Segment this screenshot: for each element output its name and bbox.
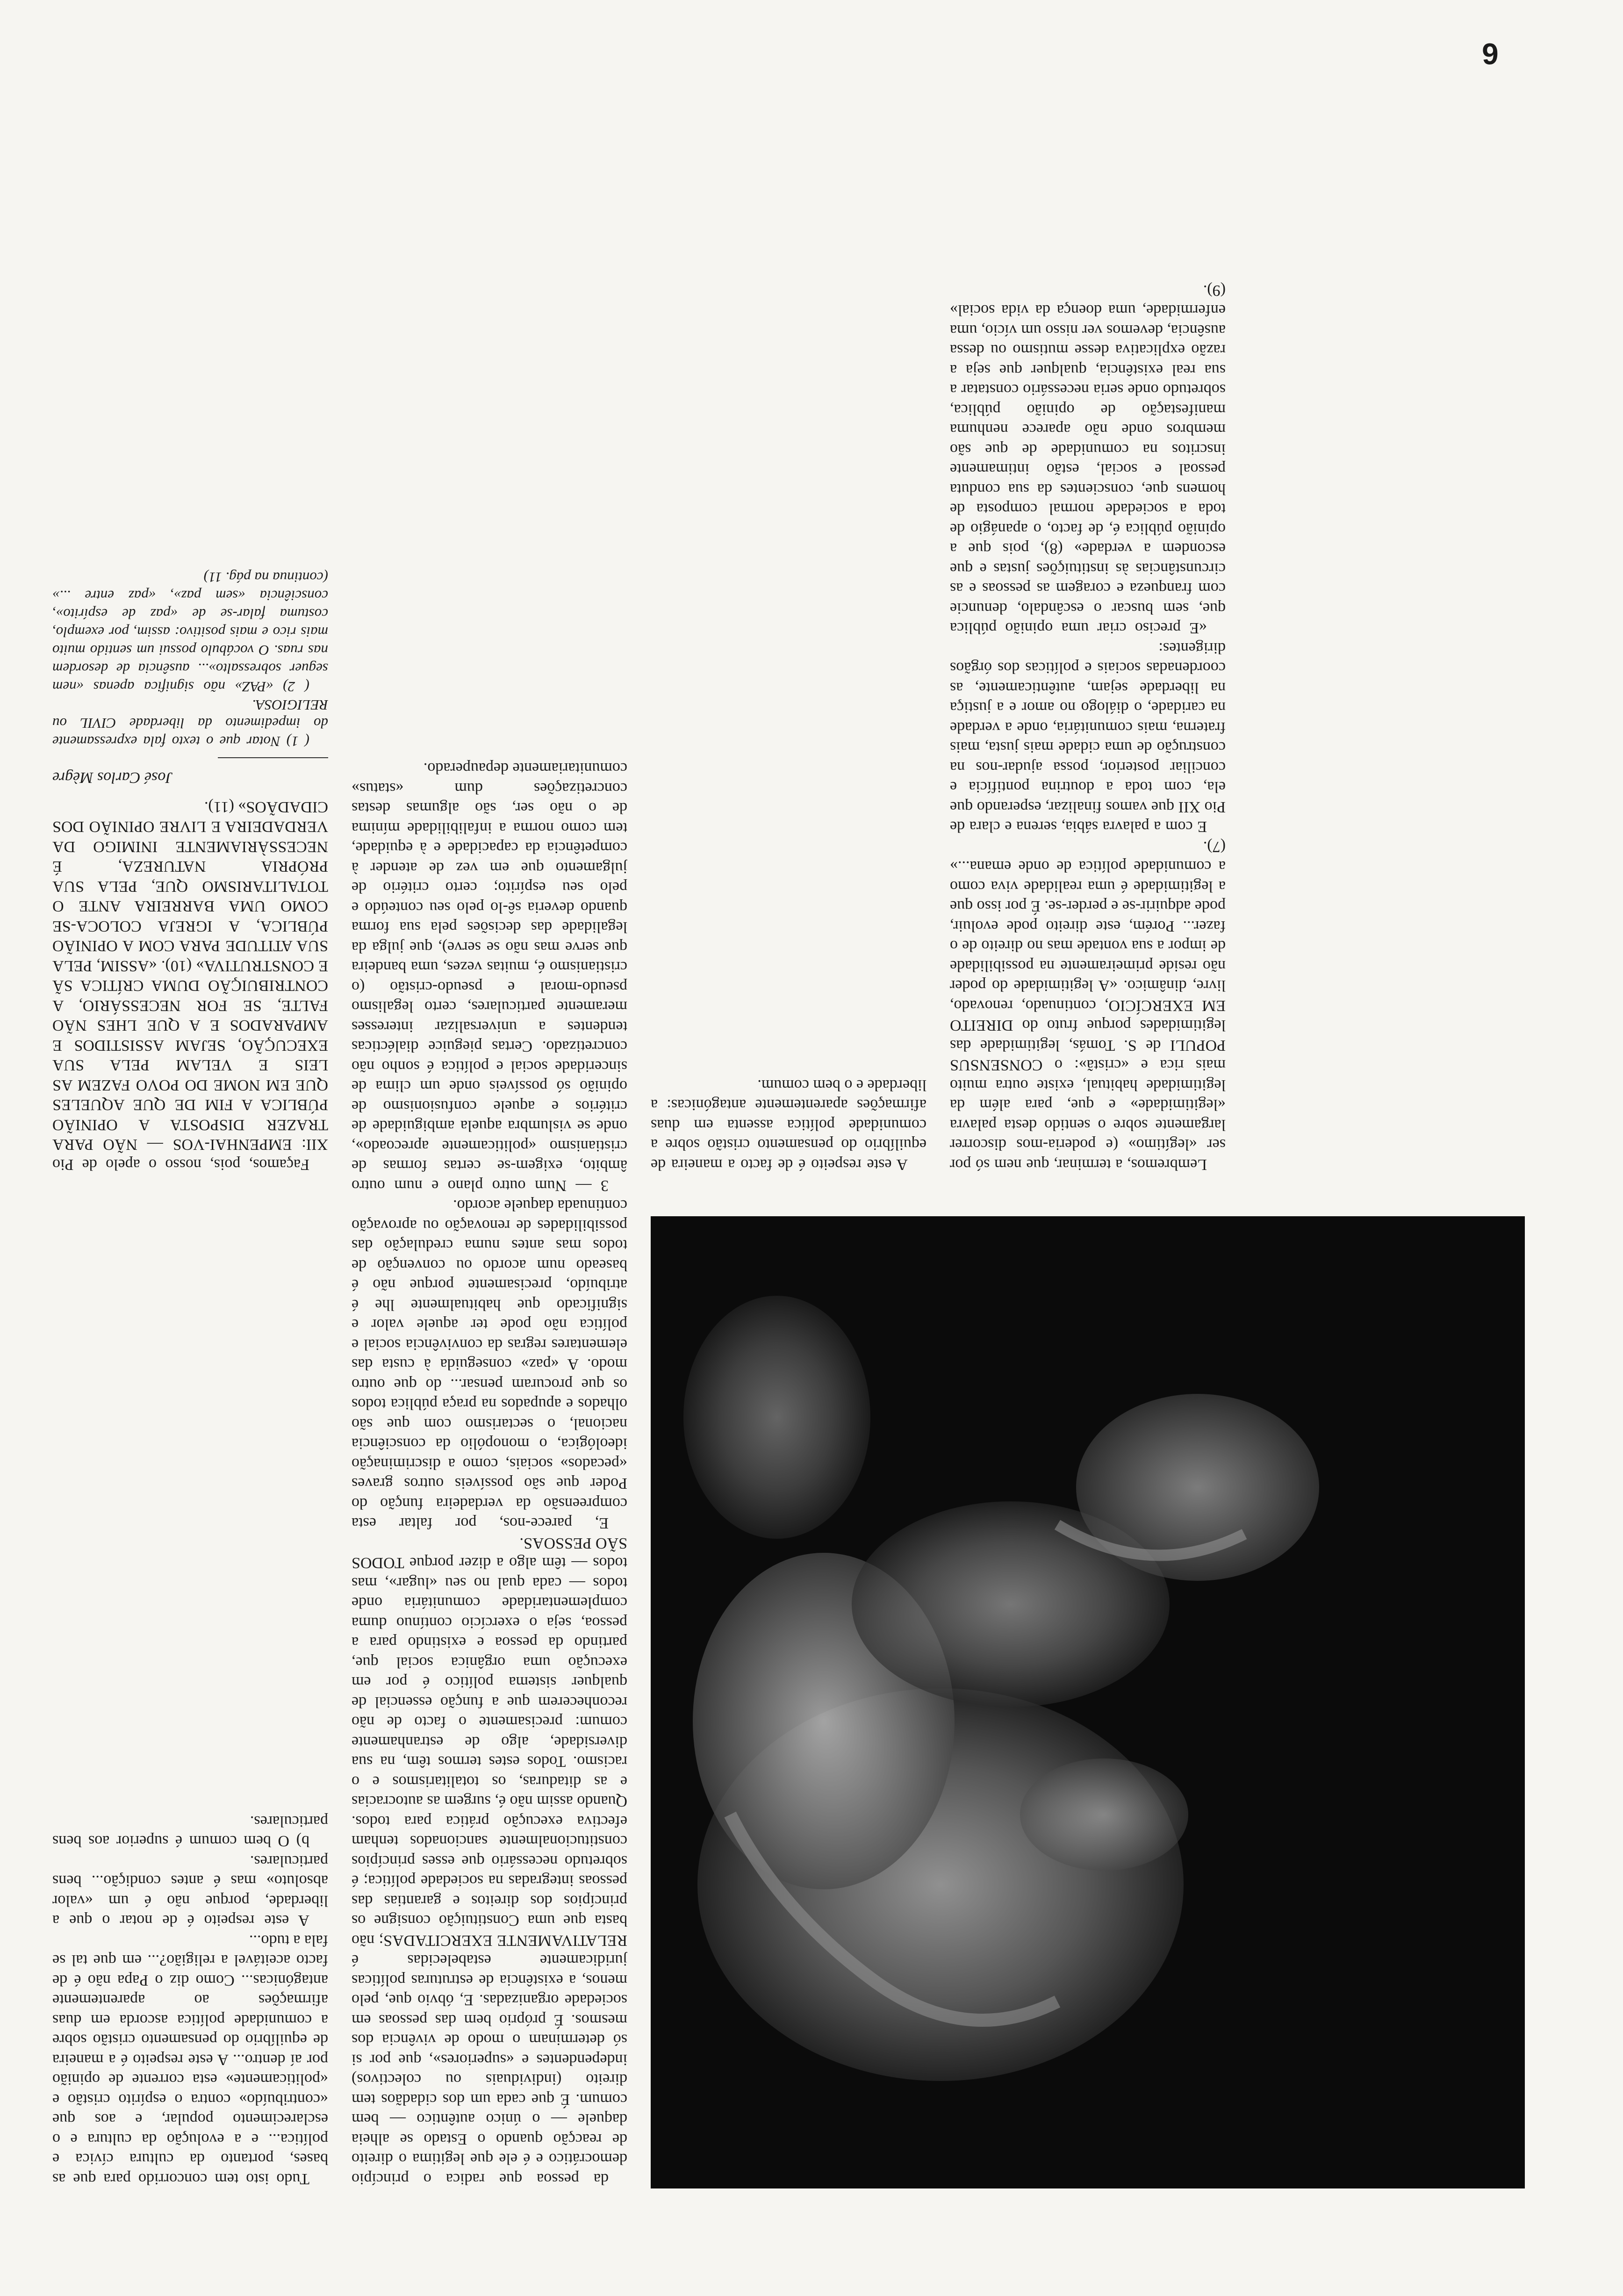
- hands-photo-icon: [651, 1216, 1525, 2188]
- column-5-lower: [52, 99, 328, 1174]
- column-2-lower: [950, 99, 1226, 1174]
- column-5: [52, 1216, 328, 2188]
- paragraph: A este respeito é de facto a maneira de equilíbrio do pensamento cristão sobre a comunidade política assenta em duas afirmações aparentemente antagónicas: a liberdade e o bem comum.: [651, 1076, 926, 1173]
- footnote-rule: [218, 757, 328, 758]
- photo-hands: [651, 1216, 1525, 2188]
- paragraph: Façamos, pois, nosso o apelo de Pio XII: EMPENHAI-VOS — NÃO PARA TRAZER DISPOSTA A OPINIÃO PÚBLICA A FIM DE QUE AQUELES QUE EM NOME DO POVO FAZEM AS LEIS E VELAM PELA SUA EXECUÇÃO, SEJAM ASSISTIDOS E AMPARADOS E A QUE LHES NÃO FALTE, SE FOR NECESSÁRIO, A CONTRIBUIÇÃO DUMA CRÍTICA SÃ E CONSTRUTIVA» (10). «ASSIM, PELA SUA ATITUDE PARA COM A OPINIÃO PÚBLICA, A IGREJA COLOCA-SE COMO UMA BARREIRA ANTE O TOTALITARISMO QUE, PELA SUA PRÓPRIA NATUREZA, É NECESSÀRIAMENTE INIMIGO DA VERDADEIRA E LIVRE OPINIÃO DOS CIDADÃOS» (11).: [52, 798, 328, 1173]
- page-number: 6: [1482, 37, 1499, 71]
- paragraph: E com a palavra sábia, serena e clara de Pio XII que vamos finalizar, esperando que ela, com toda a doutrina pontifícia e conciliar posterior, possa ajudar-nos na construção de uma cidade mais justa, mais fraterna, mais comunitária, onde a verdade na caridade, o diálogo no amor e a justiça na liberdade sejam, autênticamente, as coordenadas sociais e políticas dos órgãos dirigentes:: [950, 639, 1226, 836]
- paragraph: Lembremos, a terminar, que nem só por ser «legítimo» (e poderia-mos discorrer largamente sobre o sentido desta palavra «legitimidade» e que, para além da legitimidade habitual, existe outra muito mais rica e «cristã»: o CONSENSUS POPULI de S. Tomás, legitimidade das legitimidades porque fruto do DIREITO EM EXERCÍCIO, continuado, renovado, livre, dinâmico. «A legitimidade do poder não reside primeiramente na possibilidade de impor a sua vontade mas no direito de o fazer... Porém, este direito pode evoluir, pode adquirir-se e perder-se. É por isso que a legitimidade é uma realidade viva como a comunidade política de onde emana...» (7).: [950, 838, 1226, 1173]
- paragraph: A este respeito é de notar o que a liberdade, porque não é um «valor absoluto» mas é antes condição... bens particulares.: [52, 1852, 328, 1930]
- paragraph: «E preciso criar uma opinião pública que, sem buscar o escândalo, denuncie com franqueza e coragem as pessoas e as circunstâncias às instituições justas e que escondem a verdade» (8), pois que a opinião pública é, de facto, o apanágio de toda a sociedade normal composta de homens que, conscientes da sua conduta pessoal e social, estão intimamente inscritos na comunidade de que são membros onde não aparece nenhuma manifestação de opinião pública, sobretudo onde seria necessário constatar a sua real existência, qualquer que seja a razão explicativa desse mutismo ou dessa ausência, devemos ver nisso um vício, uma enfermidade, uma doença da vida social» (9).: [950, 282, 1226, 637]
- paragraph: b) O bem comum é superior aos bens particulares.: [52, 1813, 328, 1850]
- footnote: ( 1) Notar que o texto fala expressamente do impedimento da liberdade CIVIL ou RELIGIOSA.: [52, 697, 328, 750]
- column-4: [352, 94, 627, 2188]
- paragraph: 3 — Num outro plano e num outro âmbito, exigem-se certas formas de cristianismo «politicamente aprecoado», onde se vislumbra aquela ambiguidade de critérios e aquele confusionismo de opinião só possíveis onde um clima de sinceridade social e política é sonho não concretizado. Certas pieguice dialécticas tendentes a universalizar interesses meramente particulares, certo legalismo pseudo-moral e pseudo-cristão (o cristianismo é, muitas vezes, uma bandeira que serve mas não se serve), que julga da legalidade das decisões pela sua forma quando deveria sê-lo pelo seu conteúdo e pelo seu espírito; certo critério de julgamento que em vez de atender à competência da capacidade e à equidade, tem como norma a infalibilidade mínima de o não ser, são algumas destas concretizações dum «status» comunitariamente depauperado.: [352, 760, 627, 1194]
- footnote: ( 2) «PAZ» não significa apenas «nem seguer sobressalto»... ausência de desordem nas ruas. O vocábulo possui um sentido muito mais rico e mais positivo: assim, por exemplo, costuma falar-se de «paz de espírito», consciência «sem paz», «paz entre ...» (continua na pág. 11): [52, 569, 328, 695]
- paragraph: da pessoa que radica o princípio democrático e é ele que legitima o direito de reacção quando o Estado se alheia daquele — o único autêntico — bem comum. É que cada um dos cidadãos tem direito (individuais ou colectivos) independentes e «superiores», que por si só determinam o modo de vivência dos mesmos. É próprio bem das pessoas em sociedade organizadas. E, óbvio que, pelo menos, a existência de estruturas políticas juridicamente estabelecidas é RELATIVAMENTE EXERCITADAS; não basta que uma Constituição consigne os princípios dos direitos e garantias das pessoas integradas na sociedade política; é sobretudo necessário que esses princípios constitucionalmente sancionados tenham efectiva execução prática para todos. Quando assim não é, surgem as autocracias e as ditaduras, os totalitarismos e o racismo. Todos estes termos têm, na sua diversidade, algo de estranhamente comum: precisamente o facto de não reconhecerem que a função essencial de qualquer sistema político é por em execução uma orgânica social que, partindo da pessoa e existindo para a pessoa, seja o exercício contínuo duma complementaridade comunitária onde todos — cada qual no seu «lugar», mas todos — têm algo a dizer porque TODOS SÃO PESSOAS.: [352, 1535, 627, 2188]
- paragraph: E, parece-nos, por faltar esta compreensão da verdadeira função do Poder que são possíveis outros graves «pecados» sociais, como a discriminação ideológica, o monopólio da consciência nacional, o sectarismo com que são olhados e apupados na praça pública todos os que procuram pensar... do que outro modo. A «paz» conseguida à custa das elementares regras da convivência social e política não pode ter aquele valor e significado que habitualmente lhe é atribuído, precisamente porque não é baseado num acordo ou convenção de todos mas antes numa credulação das possibilidades de renovação ou aprovação continuada daquele acordo.: [352, 1197, 627, 1532]
- column-3-lower: [651, 99, 926, 1174]
- author-signature: José Carlos Mègre: [52, 769, 173, 787]
- paragraph: Tudo isto tem concorrido para que as bases, portanto da cultura cívica e política... e a evolução da cultura e o esclarecimento popular, e aos que «contribuído» contra o espírito cristão e «politicamente» esta corrente de opinião por aí dentro... A este respeito é a maneira de equilíbrio do pensamento cristão sobre a comunidade política ascorda em duas afirmações ao aparentemente antagónicas... Como diz o Papa não é de facto aceitável a religião?... em que tal se fala a tudo...: [52, 1932, 328, 2188]
